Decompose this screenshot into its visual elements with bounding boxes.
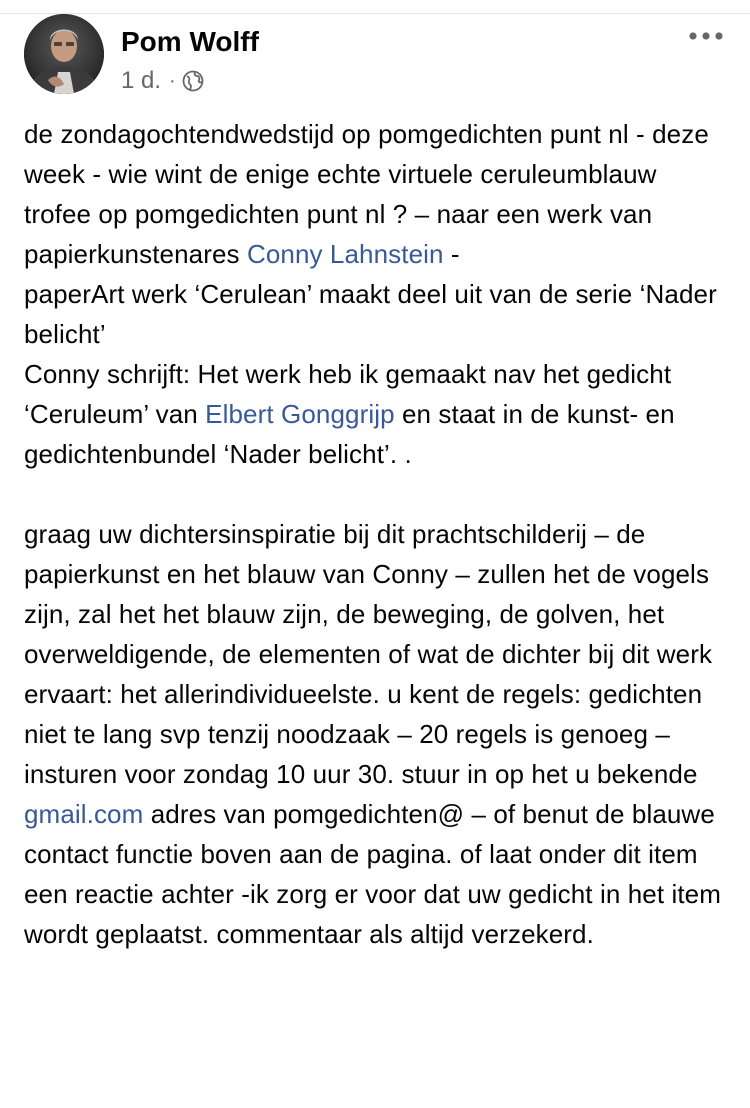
post-text	[24, 114, 724, 954]
more-options-icon	[688, 31, 724, 41]
paragraph-gap	[24, 474, 724, 514]
post-time[interactable]: 1 d.	[121, 67, 162, 94]
text-segment: de zondagochtendwedstijd op pomgedichten punt nl - deze week - wie wint de enige echte virtuele ceruleumblauw trofee op pomgedichten punt nl ? – naar een werk van papierkunstenares	[24, 119, 709, 269]
text-segment: graag uw dichtersinspiratie bij dit prachtschilderij – de papierkunst en het blauw van Conny – zullen het de vogels zijn, zal het het blauw zijn, de beweging, de golven, het overweldigende, de elementen of wat de dichter bij dit werk ervaart: het allerindividueelste. u kent de regels: gedichten niet te lang svp tenzij noodzaak – 20 regels is genoeg – insturen voor zondag 10 uur 30. stuur in op het u bekende	[24, 519, 713, 789]
avatar-image	[24, 14, 104, 94]
author-name[interactable]: Pom Wolff	[121, 26, 259, 57]
avatar[interactable]	[24, 14, 104, 94]
post-paragraph-2	[24, 514, 724, 954]
text-segment: en staat in de kunst- en gedichtenbundel ‘Nader belicht’. .	[24, 399, 675, 469]
more-options-button[interactable]	[686, 24, 726, 48]
text-segment: adres van pomgedichten@ – of benut de blauwe contact functie boven aan de pagina. of laat onder dit item een reactie achter -ik zorg er voor dat uw gedicht in het item wordt geplaatst. commentaar als altijd verzekerd.	[24, 799, 721, 949]
top-divider	[0, 0, 750, 14]
post-meta	[121, 66, 204, 96]
link-gmail[interactable]: gmail.com	[24, 799, 144, 829]
text-segment: Conny schrijft: Het werk heb ik gemaakt nav het gedicht ‘Ceruleum’ van	[24, 359, 672, 429]
post-header	[24, 14, 726, 100]
globe-icon	[182, 70, 204, 92]
meta-separator: ·	[169, 69, 176, 92]
post-line-paperart: paperArt werk ‘Cerulean’ maakt deel uit van de serie ‘Nader belicht’	[24, 279, 717, 349]
post-paragraph-1	[24, 114, 724, 274]
text-segment: -	[443, 239, 460, 269]
mention-conny-lahnstein[interactable]: Conny Lahnstein	[246, 239, 444, 269]
post-line-conny-schrijft	[24, 354, 724, 474]
mention-elbert-gonggrijp[interactable]: Elbert Gonggrijp	[205, 399, 395, 429]
